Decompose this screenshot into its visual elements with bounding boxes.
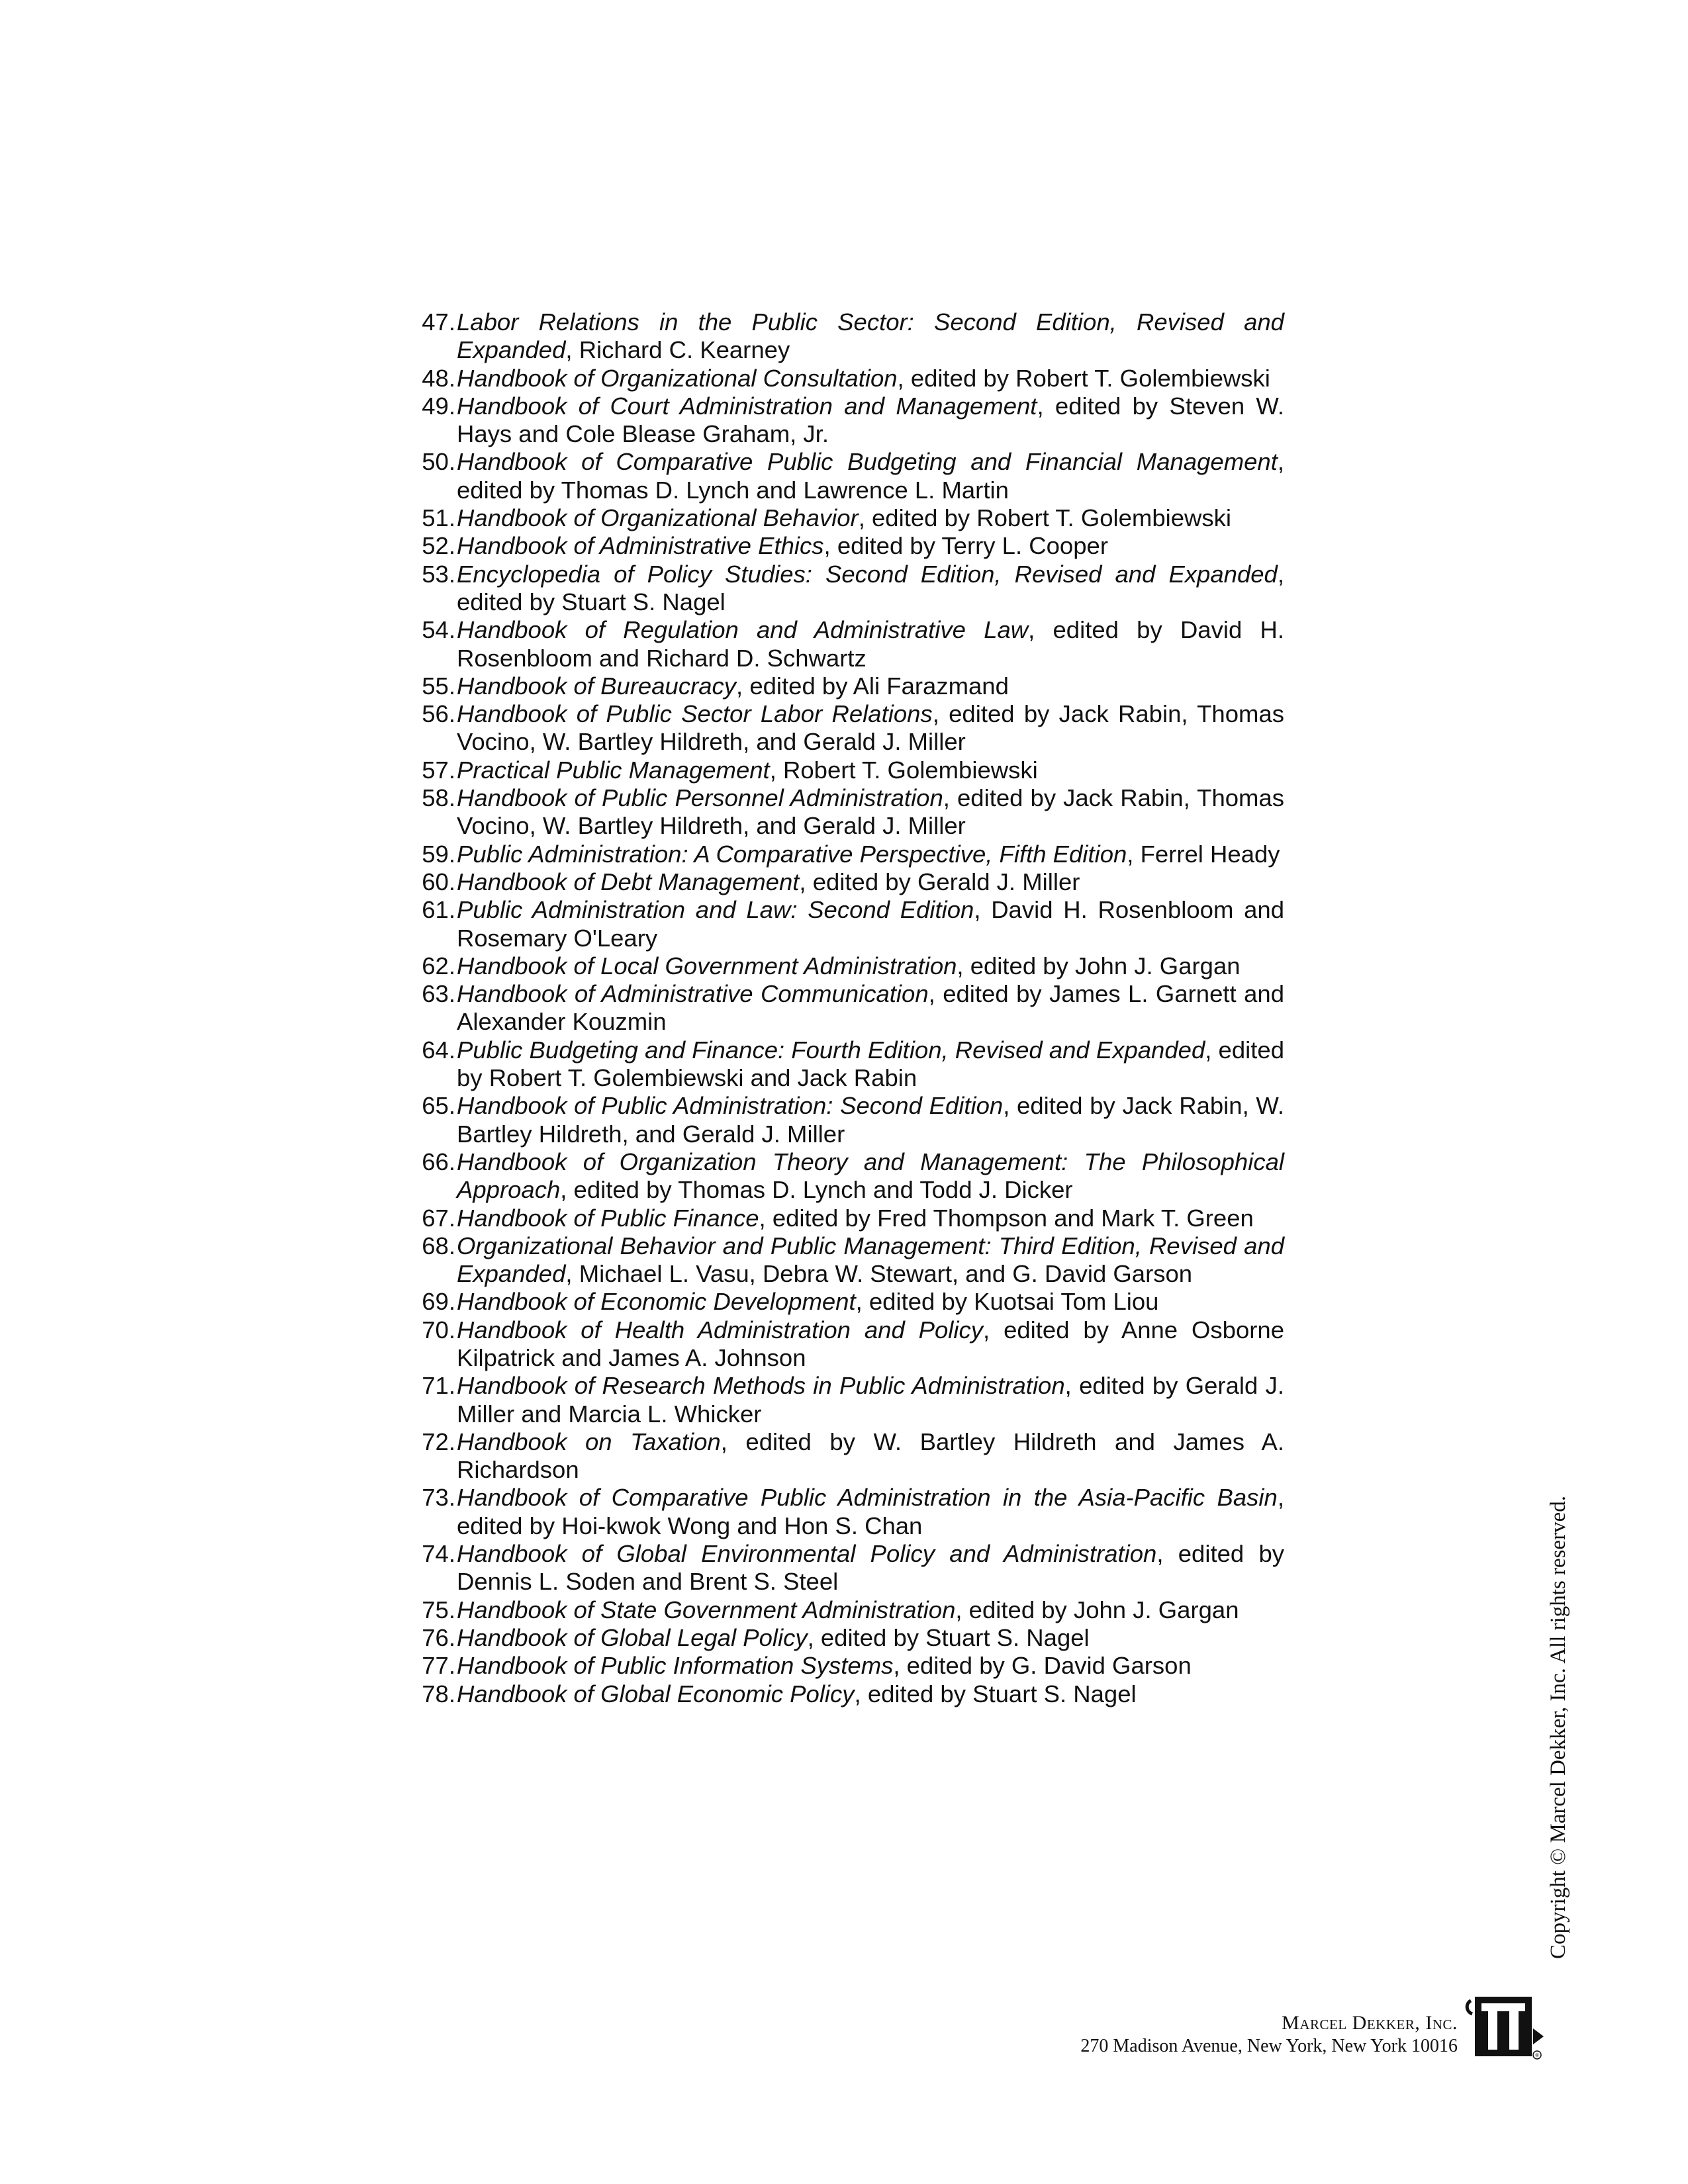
item-number: 57. [422, 756, 455, 784]
item-credits: , David H. Rosenbloom and Rosemary O'Leary [457, 896, 1284, 952]
series-list-item [397, 1652, 1284, 1680]
item-entry [457, 980, 1284, 1036]
item-title: Handbook of Global Environmental Policy and Administration [457, 1540, 1157, 1568]
series-list-item [397, 672, 1284, 700]
item-entry [457, 841, 1284, 868]
item-title: Handbook of Administrative Communication [457, 980, 929, 1008]
publisher-address: 270 Madison Avenue, New York, New York 10016 [1080, 2036, 1458, 2056]
item-entry [457, 392, 1284, 449]
item-number: 76. [422, 1623, 455, 1651]
item-credits: , Robert T. Golembiewski [769, 756, 1038, 784]
item-entry [457, 1680, 1284, 1708]
series-list-item [397, 1372, 1284, 1428]
item-credits: , edited by Jack Rabin, Thomas Vocino, W. Bartley Hildreth, and Gerald J. Miller [457, 700, 1284, 756]
item-number: 73. [422, 1484, 455, 1512]
series-list-item [397, 1288, 1284, 1316]
copyright-notice: Copyright © Marcel Dekker, Inc. All rights reserved. [1546, 1495, 1570, 1959]
item-number: 62. [422, 952, 455, 979]
item-title: Handbook of Economic Development [457, 1288, 856, 1316]
series-list-item [397, 504, 1284, 532]
item-credits: , edited by Robert T. Golembiewski [858, 504, 1232, 532]
item-credits: , edited by W. Bartley Hildreth and James A. Richardson [457, 1428, 1284, 1484]
series-list-item [397, 1148, 1284, 1205]
item-title: Handbook of Debt Management [457, 868, 800, 895]
item-number: 50. [422, 448, 455, 476]
item-credits: , edited by Terry L. Cooper [823, 532, 1108, 560]
series-list-item [397, 868, 1284, 896]
item-title: Handbook of Comparative Public Administration in the Asia-Pacific Basin [457, 1484, 1278, 1512]
item-entry [457, 1372, 1284, 1428]
item-title: Handbook of Public Administration: Second Edition [457, 1092, 1004, 1120]
item-title: Labor Relations in the Public Sector: Second Edition, Revised and Expanded [457, 308, 1284, 364]
item-credits: , edited by Stuart S. Nagel [854, 1680, 1137, 1707]
series-list-item [397, 1680, 1284, 1708]
item-number: 58. [422, 784, 455, 812]
item-credits: , edited by Hoi-kwok Wong and Hon S. Chan [457, 1484, 1284, 1539]
item-title: Handbook of Global Legal Policy [457, 1623, 808, 1651]
item-credits: , edited by Gerald J. Miller and Marcia L. Whicker [457, 1372, 1284, 1428]
item-title: Handbook of Research Methods in Public Administration [457, 1372, 1065, 1400]
series-list-item [397, 308, 1284, 365]
item-title: Handbook of Global Economic Policy [457, 1680, 855, 1707]
item-number: 68. [422, 1232, 455, 1259]
item-title: Handbook of Organization Theory and Management: The Philosophical Approach [457, 1148, 1284, 1204]
item-credits: , edited by G. David Garson [893, 1652, 1192, 1680]
item-title: Handbook of State Government Administration [457, 1596, 956, 1623]
item-number: 55. [422, 672, 455, 700]
item-credits: , Richard C. Kearney [565, 336, 790, 364]
item-entry [457, 756, 1284, 784]
series-list-item [397, 1428, 1284, 1484]
item-number: 60. [422, 868, 455, 895]
series-list-item [397, 1036, 1284, 1093]
item-number: 53. [422, 560, 455, 588]
item-entry [457, 1624, 1284, 1652]
item-credits: , edited by Gerald J. Miller [799, 868, 1080, 895]
item-title: Handbook of Health Administration and Policy [457, 1316, 984, 1343]
item-title: Handbook of Bureaucracy [457, 672, 737, 700]
item-entry [457, 1232, 1284, 1289]
item-credits: , edited by Anne Osborne Kilpatrick and James A. Johnson [457, 1316, 1284, 1371]
item-entry [457, 504, 1284, 532]
item-number: 75. [422, 1596, 455, 1623]
item-entry [457, 1596, 1284, 1624]
item-credits: , edited by James L. Garnett and Alexander Kouzmin [457, 980, 1285, 1036]
series-list-item [397, 1484, 1284, 1540]
item-number: 72. [422, 1428, 455, 1455]
item-credits: , edited by Stuart S. Nagel [457, 560, 1284, 615]
item-entry [457, 868, 1284, 896]
series-list-item [397, 841, 1284, 868]
item-entry [457, 1428, 1284, 1484]
item-number: 63. [422, 980, 455, 1008]
item-title: Handbook of Public Personnel Administration [457, 784, 943, 812]
item-number: 66. [422, 1148, 455, 1175]
series-list-item [397, 616, 1284, 672]
item-entry [457, 1652, 1284, 1680]
item-credits: , edited by Thomas D. Lynch and Todd J. Dicker [560, 1176, 1073, 1204]
item-credits: , edited by Fred Thompson and Mark T. Green [759, 1204, 1254, 1232]
series-list-item [397, 1092, 1284, 1148]
item-number: 54. [422, 616, 455, 644]
series-list-item [397, 784, 1284, 841]
series-list-item [397, 1205, 1284, 1232]
item-number: 65. [422, 1092, 455, 1120]
item-number: 78. [422, 1680, 455, 1707]
item-title: Handbook on Taxation [457, 1428, 721, 1455]
item-title: Organizational Behavior and Public Management: Third Edition, Revised and Expanded [457, 1232, 1284, 1288]
item-credits: , edited by John J. Gargan [955, 1596, 1239, 1623]
item-title: Handbook of Regulation and Administrative Law [457, 616, 1029, 644]
item-number: 51. [422, 504, 455, 532]
item-entry [457, 1288, 1284, 1316]
series-list-item [397, 561, 1284, 617]
item-number: 69. [422, 1288, 455, 1316]
series-list-item [397, 1596, 1284, 1624]
item-number: 48. [422, 364, 455, 392]
item-credits: , edited by Robert T. Golembiewski and Jack Rabin [457, 1036, 1285, 1092]
publisher-block [1080, 2012, 1458, 2058]
series-list-item [397, 952, 1284, 980]
registered-mark: ® [1534, 2052, 1540, 2058]
item-number: 56. [422, 700, 455, 728]
series-list-item [397, 392, 1284, 449]
item-entry [457, 1316, 1284, 1373]
item-credits: , edited by Kuotsai Tom Liou [855, 1288, 1159, 1316]
item-title: Public Budgeting and Finance: Fourth Edition, Revised and Expanded [457, 1036, 1205, 1064]
item-number: 74. [422, 1540, 455, 1568]
item-number: 64. [422, 1036, 455, 1064]
item-title: Handbook of Organizational Consultation [457, 364, 898, 392]
item-credits: , edited by Steven W. Hays and Cole Blease Graham, Jr. [457, 392, 1284, 448]
item-credits: , edited by David H. Rosenbloom and Richard D. Schwartz [457, 616, 1284, 672]
item-number: 47. [422, 308, 455, 336]
item-credits: , edited by Robert T. Golembiewski [897, 364, 1270, 392]
publisher-name: Marcel Dekker, Inc. [1282, 2012, 1458, 2034]
item-entry [457, 365, 1284, 392]
item-number: 49. [422, 392, 455, 420]
item-entry [457, 448, 1284, 504]
item-title: Handbook of Public Information Systems [457, 1652, 894, 1680]
series-list-item [397, 1316, 1284, 1373]
item-number: 71. [422, 1372, 455, 1400]
item-title: Handbook of Organizational Behavior [457, 504, 859, 532]
item-number: 70. [422, 1316, 455, 1343]
item-title: Public Administration and Law: Second Edition [457, 896, 974, 924]
series-list-item [397, 700, 1284, 756]
item-credits: , Michael L. Vasu, Debra W. Stewart, and G. David Garson [565, 1260, 1193, 1288]
item-title: Handbook of Comparative Public Budgeting and Financial Management [457, 448, 1278, 476]
item-entry [457, 700, 1284, 756]
item-credits: , Ferrel Heady [1127, 840, 1280, 868]
item-title: Handbook of Public Finance [457, 1204, 759, 1232]
item-number: 61. [422, 896, 455, 924]
item-number: 59. [422, 840, 455, 868]
item-credits: , edited by Stuart S. Nagel [807, 1623, 1090, 1651]
series-list-item [397, 1540, 1284, 1596]
item-title: Practical Public Management [457, 756, 770, 784]
item-entry [457, 308, 1284, 365]
series-list-item [397, 756, 1284, 784]
item-title: Handbook of Local Government Administration [457, 952, 957, 979]
item-credits: , edited by Dennis L. Soden and Brent S. Steel [457, 1540, 1285, 1596]
item-credits: , edited by Jack Rabin, Thomas Vocino, W. Bartley Hildreth, and Gerald J. Miller [457, 784, 1285, 840]
item-entry [457, 1092, 1284, 1148]
series-list-item [397, 365, 1284, 392]
series-list-item [397, 1232, 1284, 1289]
item-number: 67. [422, 1204, 455, 1232]
item-entry [457, 616, 1284, 672]
item-entry [457, 1036, 1284, 1093]
item-title: Handbook of Administrative Ethics [457, 532, 824, 560]
item-credits: , edited by John J. Gargan [957, 952, 1241, 979]
item-entry [457, 672, 1284, 700]
series-list-item [397, 980, 1284, 1036]
item-title: Handbook of Court Administration and Management [457, 392, 1037, 420]
item-entry [457, 896, 1284, 952]
series-list-item [397, 532, 1284, 560]
item-entry [457, 561, 1284, 617]
item-title: Public Administration: A Comparative Perspective, Fifth Edition [457, 840, 1127, 868]
series-list-item [397, 1624, 1284, 1652]
item-number: 52. [422, 532, 455, 560]
item-title: Encyclopedia of Policy Studies: Second Edition, Revised and Expanded [457, 560, 1278, 588]
series-list-item [397, 448, 1284, 504]
item-credits: , edited by Ali Farazmand [736, 672, 1009, 700]
item-entry [457, 1540, 1284, 1596]
item-credits: , edited by Thomas D. Lynch and Lawrence L. Martin [457, 448, 1284, 504]
item-entry [457, 532, 1284, 560]
item-entry [457, 1148, 1284, 1205]
item-number: 77. [422, 1652, 455, 1680]
item-entry [457, 1205, 1284, 1232]
book-series-list [397, 308, 1284, 1708]
publisher-logo-icon [1462, 1989, 1548, 2062]
item-entry [457, 784, 1284, 841]
item-title: Handbook of Public Sector Labor Relations [457, 700, 933, 728]
item-entry [457, 952, 1284, 980]
item-credits: , edited by Jack Rabin, W. Bartley Hildreth, and Gerald J. Miller [457, 1092, 1284, 1148]
item-entry [457, 1484, 1284, 1540]
series-list-item [397, 896, 1284, 952]
